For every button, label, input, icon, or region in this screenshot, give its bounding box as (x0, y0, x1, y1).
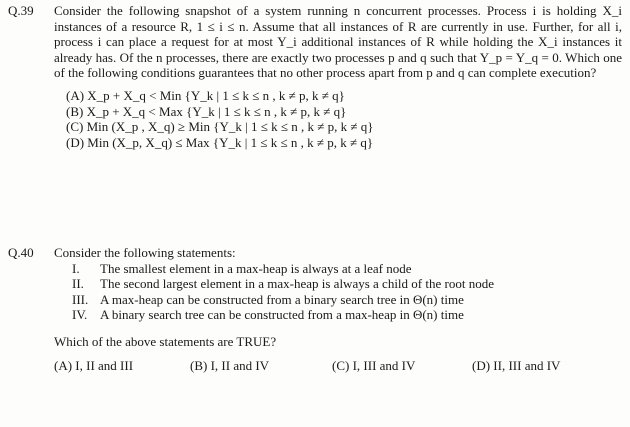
question-prompt: Which of the above statements are TRUE? (54, 333, 277, 349)
option-d: (D) Min (X_p, X_q) ≤ Max {Y_k | 1 ≤ k ≤ n , k ≠ p, k ≠ q} (66, 134, 374, 150)
statement-item (72, 307, 622, 323)
answer-options (54, 358, 622, 374)
statement-text: A max-heap can be constructed from a binary search tree in Θ(n) time (100, 291, 464, 307)
statement-text: A binary search tree can be constructed from a max-heap in Θ(n) time (100, 307, 464, 323)
question-number: Q.40 (8, 245, 34, 260)
statement-text: The smallest element in a max-heap is always at a leaf node (100, 260, 412, 276)
answer-b: (B) I, II and IV (190, 357, 270, 373)
option-list (66, 88, 622, 150)
question-stem: Consider the following statements: (54, 245, 236, 260)
statement-numeral: II. (72, 276, 84, 292)
answer-c: (C) I, III and IV (332, 357, 416, 373)
statement-numeral: III. (72, 291, 89, 307)
statement-list (72, 261, 622, 323)
option-a: (A) X_p + X_q < Min {Y_k | 1 ≤ k ≤ n , k ≠ p, k ≠ q} (66, 87, 345, 103)
statement-numeral: IV. (72, 307, 88, 323)
option-b: (B) X_p + X_q < Max {Y_k | 1 ≤ k ≤ n , k ≠ p, k ≠ q} (66, 103, 347, 119)
answer-d: (D) II, III and IV (472, 357, 561, 373)
statement-item (72, 276, 622, 292)
statement-text: The second largest element in a max-heap is always a child of the root node (100, 276, 494, 292)
statement-item (72, 292, 622, 308)
option-c: (C) Min (X_p , X_q) ≥ Min {Y_k | 1 ≤ k ≤ n , k ≠ p, k ≠ q} (66, 119, 374, 135)
answer-a: (A) I, II and III (54, 357, 134, 373)
question-number: Q.39 (8, 3, 34, 18)
question-40 (8, 245, 622, 373)
question-stem: Consider the following snapshot of a system running n concurrent processes. Process i is holding X_i instances of a resource R, 1 ≤ i ≤ n. Assume that all instances of R are currently in use. Further, for all i, process i can place a request for at most Y_i additional instances of R while holding the X_i instances it already has. Of the n processes, there are exactly two processes p and q such that Y_p = Y_q = 0. Which one of the following conditions guarantees that no other process apart from p and q can complete execution? (54, 3, 622, 81)
statement-numeral: I. (72, 260, 80, 276)
question-39 (8, 3, 622, 150)
statement-item (72, 261, 622, 277)
